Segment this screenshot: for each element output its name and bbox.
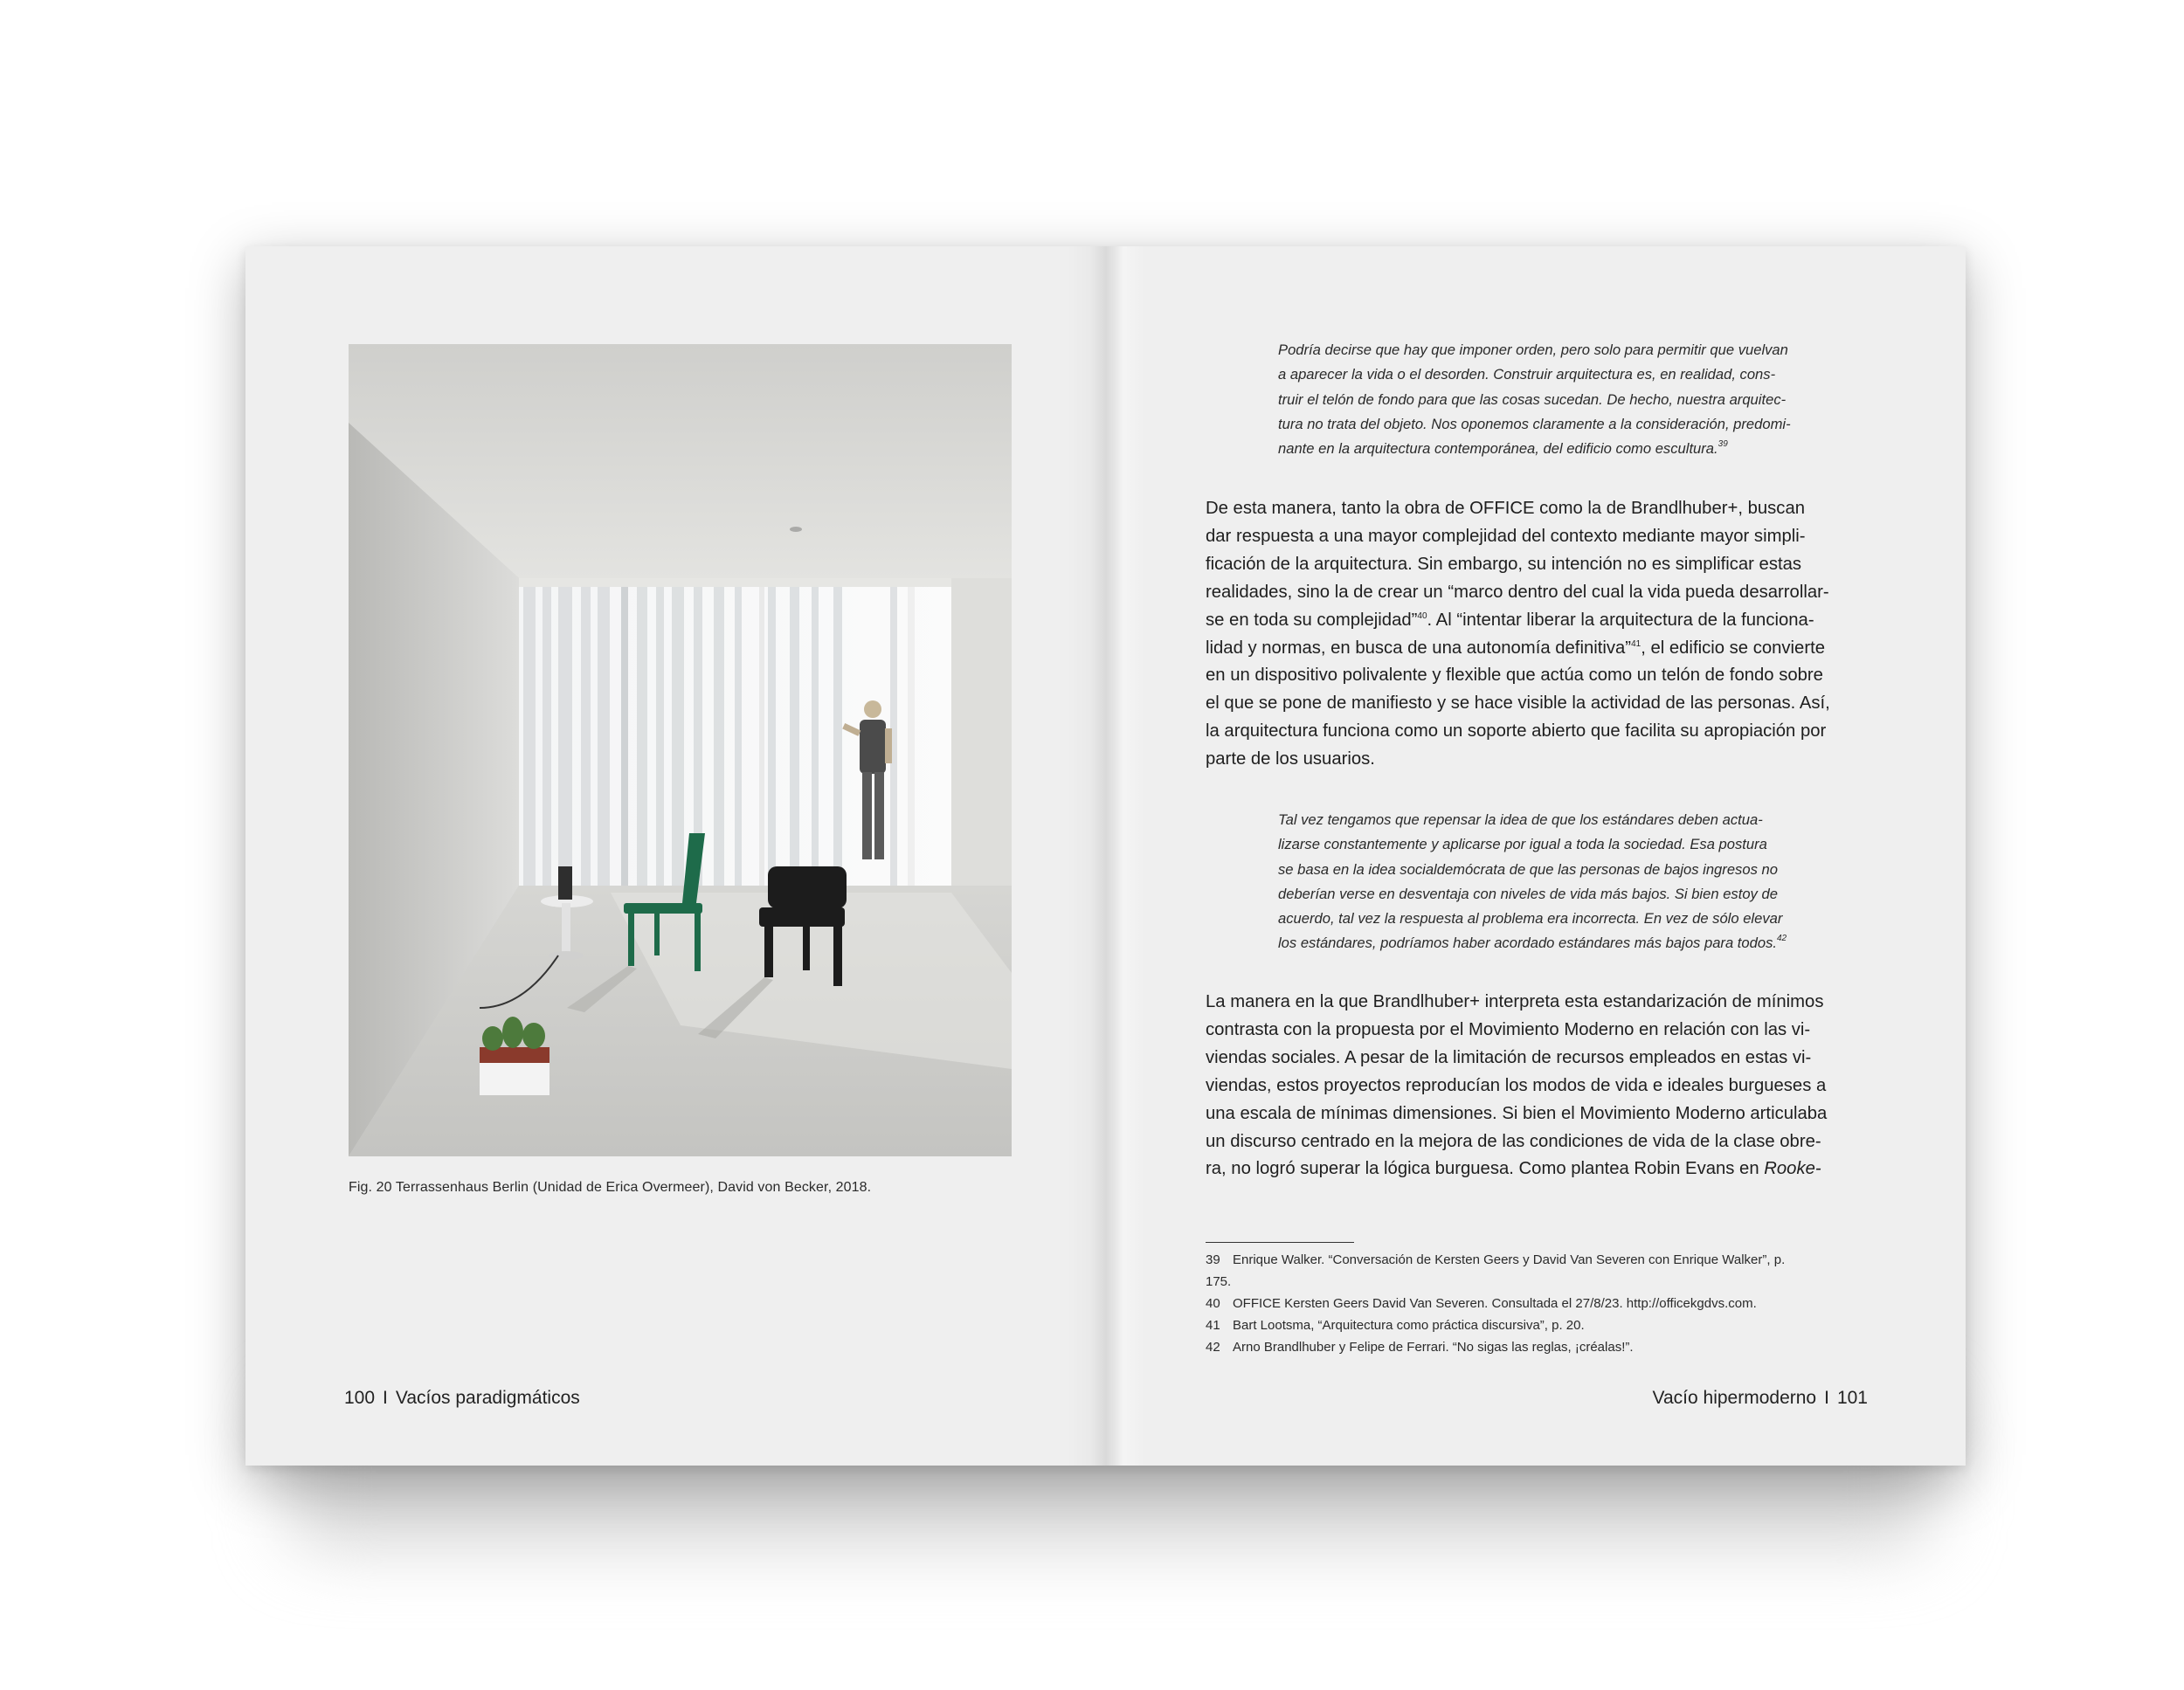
page-number: 101 xyxy=(1836,1388,1868,1408)
footnote-number: 42 xyxy=(1206,1340,1220,1355)
body-line: un discurso centrado en la mejora de las condiciones de vida de la clase obre- xyxy=(1206,1131,1821,1151)
quote-line xyxy=(1278,931,1863,955)
block-quote-2 xyxy=(1278,808,1863,956)
footnote-41 xyxy=(1206,1314,1870,1336)
body-line: en un dispositivo polivalente y flexible que actúa como un telón de fondo sobre xyxy=(1206,666,1823,686)
quote-line: se basa en la idea socialdemócrata de que las personas de bajos ingresos no xyxy=(1278,860,1778,878)
quote-line: deberían verse en desventaja con niveles de vida más bajos. Si bien estoy de xyxy=(1278,885,1778,902)
quote-line xyxy=(1278,437,1863,461)
body-line: viendas sociales. A pesar de la limitación de recursos empleados en estas vi- xyxy=(1206,1047,1812,1067)
body-line: viendas, estos proyectos reproducían los modos de vida e ideales burgueses a xyxy=(1206,1075,1827,1095)
figure-caption: Fig. 20 Terrassenhaus Berlin (Unidad de Erica Overmeer), David von Becker, 2018. xyxy=(349,1180,872,1195)
right-folio xyxy=(1653,1388,1868,1409)
quote-line-text: los estándares, podríamos haber acordado estándares más bajos para todos. xyxy=(1278,935,1777,952)
body-text: . Al “intentar liberar la arquitectura de la funciona- xyxy=(1427,610,1814,630)
quote-line: tura no trata del objeto. Nos oponemos claramente a la consideración, predomi- xyxy=(1278,415,1791,432)
footnotes xyxy=(1206,1249,1870,1358)
quote-line: lizarse constantemente y aplicarse por igual a toda la sociedad. Esa postura xyxy=(1278,836,1767,853)
body-line xyxy=(1206,635,1878,663)
folio-separator: I xyxy=(1824,1388,1829,1408)
block-quote-1 xyxy=(1278,338,1863,461)
body-line: contrasta con la propuesta por el Movimiento Moderno en relación con las vi- xyxy=(1206,1019,1811,1039)
footnote-40 xyxy=(1206,1293,1870,1314)
body-text: ra, no logró superar la lógica burguesa. Como plantea Robin Evans en xyxy=(1206,1159,1765,1179)
body-paragraph-1 xyxy=(1206,495,1878,774)
body-line xyxy=(1206,1155,1878,1183)
footnote-text: OFFICE Kersten Geers David Van Severen. Consultada el 27/8/23. http://officekgdvs.com. xyxy=(1233,1296,1757,1311)
book-title-italic: Rooke- xyxy=(1764,1159,1821,1179)
body-text: , el edificio se convierte xyxy=(1641,638,1825,658)
left-folio xyxy=(344,1388,580,1409)
left-page xyxy=(245,246,1097,1466)
footnote-text: Bart Lootsma, “Arquitectura como práctica discursiva”, p. 20. xyxy=(1233,1318,1585,1333)
footnote-ref: 40 xyxy=(1417,610,1427,621)
quote-line: Tal vez tengamos que repensar la idea de que los estándares deben actua- xyxy=(1278,811,1763,828)
interior-photo xyxy=(349,344,1012,1156)
quote-line: truir el telón de fondo para que las cosas sucedan. De hecho, nuestra arquitec- xyxy=(1278,390,1787,408)
footnote-42 xyxy=(1206,1336,1870,1358)
body-line: parte de los usuarios. xyxy=(1206,749,1375,769)
footnote-ref: 42 xyxy=(1777,934,1787,944)
body-line: De esta manera, tanto la obra de OFFICE como la de Brandlhuber+, buscan xyxy=(1206,499,1805,518)
body-line: una escala de mínimas dimensiones. Si bien el Movimiento Moderno articulaba xyxy=(1206,1103,1828,1123)
body-line: La manera en la que Brandlhuber+ interpreta esta estandarización de mínimos xyxy=(1206,992,1824,1011)
footnote-number: 41 xyxy=(1206,1318,1220,1333)
page-number: 100 xyxy=(344,1388,376,1408)
body-line xyxy=(1206,607,1878,635)
body-line: la arquitectura funciona como un soporte abierto que facilita su apropiación por xyxy=(1206,721,1827,742)
quote-line: Podría decirse que hay que imponer orden, pero solo para permitir que vuelvan xyxy=(1278,341,1788,358)
footnote-number: 40 xyxy=(1206,1296,1220,1311)
quote-line: acuerdo, tal vez la respuesta al problema era incorrecta. En vez de sólo elevar xyxy=(1278,910,1783,928)
footnote-39 xyxy=(1206,1249,1870,1271)
running-title: Vacío hipermoderno xyxy=(1652,1388,1817,1408)
body-line: realidades, sino la de crear un “marco dentro del cual la vida pueda desarrollar- xyxy=(1206,582,1829,602)
footnote-divider xyxy=(1206,1242,1354,1243)
footnote-39-continuation: 175. xyxy=(1206,1274,1232,1289)
footnote-number: 39 xyxy=(1206,1252,1220,1267)
body-line: dar respuesta a una mayor complejidad del contexto mediante mayor simpli- xyxy=(1206,526,1806,546)
quote-line-text: nante en la arquitectura contemporánea, del edificio como escultura. xyxy=(1278,440,1718,458)
body-paragraph-2 xyxy=(1206,989,1878,1183)
footnote-ref: 41 xyxy=(1631,638,1641,649)
body-line: el que se pone de manifiesto y se hace visible la actividad de las personas. Así, xyxy=(1206,693,1830,714)
footnote-text: Enrique Walker. “Conversación de Kersten Geers y David Van Severen con Enrique Walker”, p. xyxy=(1233,1252,1786,1267)
body-line: ficación de la arquitectura. Sin embargo, su intención no es simplificar estas xyxy=(1206,554,1802,574)
running-title: Vacíos paradigmáticos xyxy=(395,1388,580,1408)
body-text: se en toda su complejidad” xyxy=(1206,610,1418,630)
footnote-text: Arno Brandlhuber y Felipe de Ferrari. “No sigas las reglas, ¡créalas!”. xyxy=(1233,1340,1634,1355)
quote-line: a aparecer la vida o el desorden. Construir arquitectura es, en realidad, cons- xyxy=(1278,366,1776,383)
folio-separator: I xyxy=(383,1388,388,1408)
open-book-spread xyxy=(245,246,1966,1466)
footnote-ref: 39 xyxy=(1717,439,1728,450)
body-text: lidad y normas, en busca de una autonomía definitiva” xyxy=(1206,638,1632,658)
